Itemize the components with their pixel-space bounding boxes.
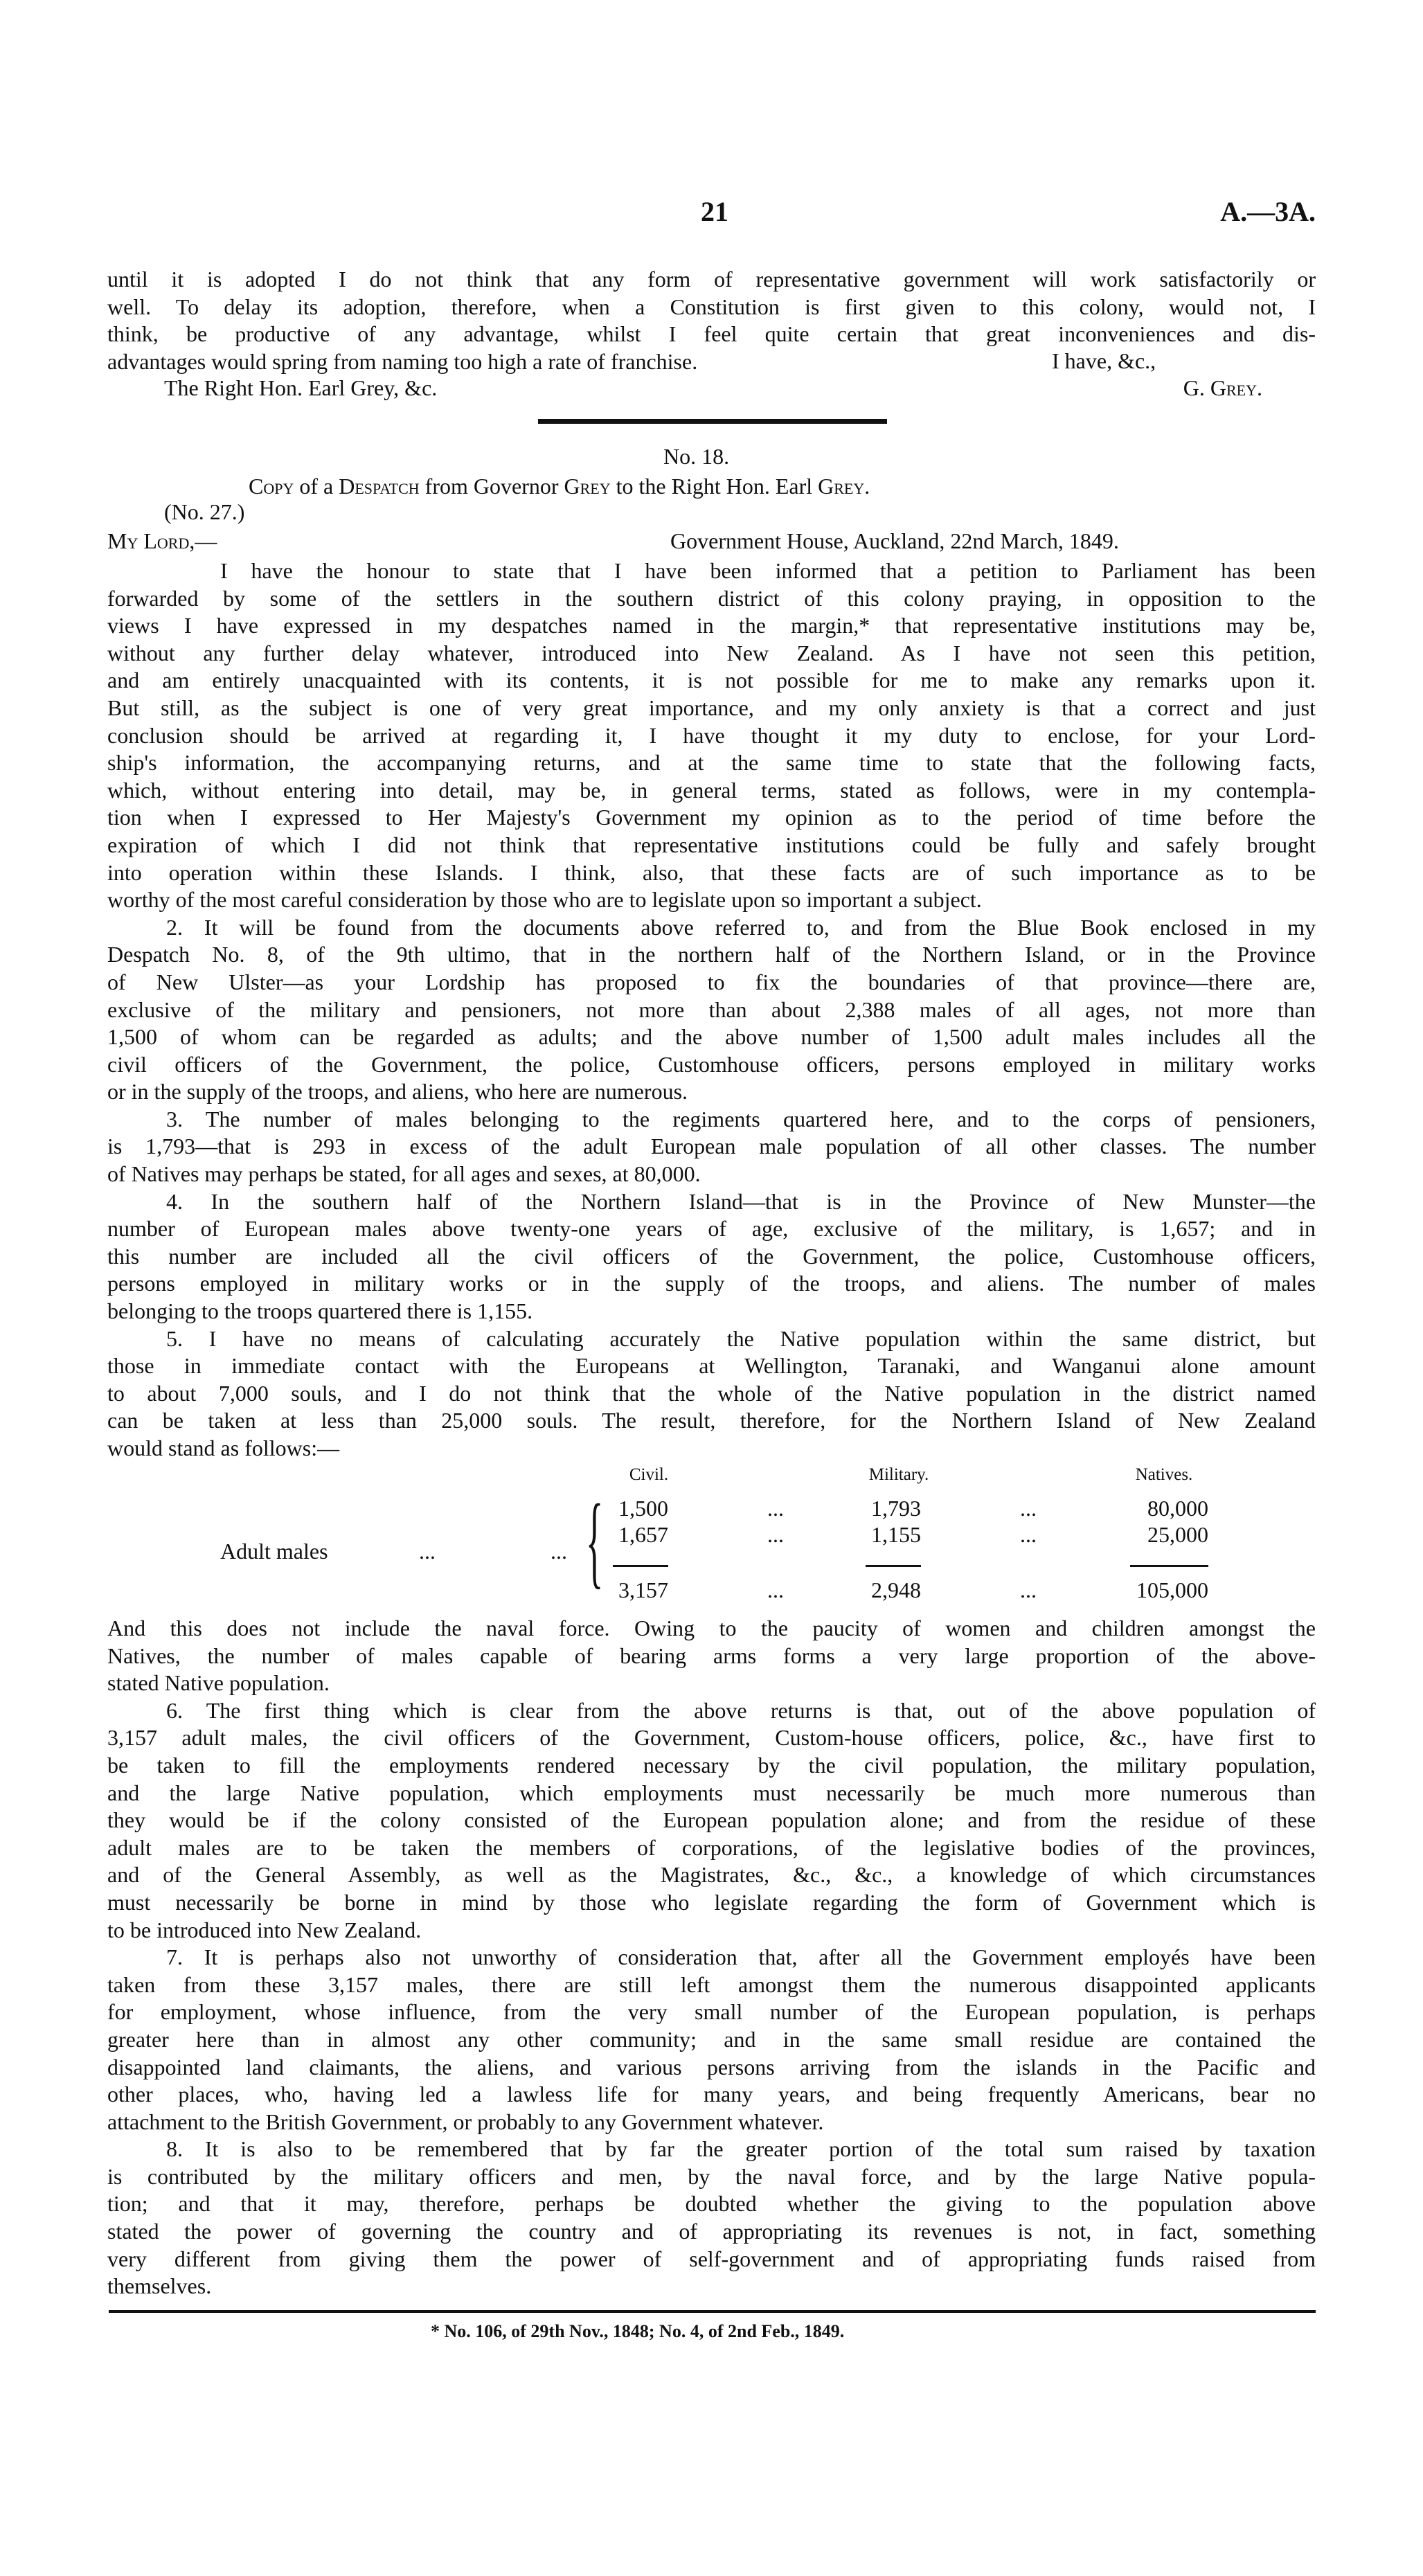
text-line: until it is adopted I do not think that any form of representative government will work satisfactorily or — [107, 267, 1316, 292]
sum-rule — [1130, 1565, 1208, 1567]
text-line: can be taken at less than 25,000 souls. The result, therefore, for the Northern Island of New Zealand — [107, 1408, 1316, 1433]
despatch-ref: (No. 27.) — [164, 499, 245, 524]
paragraph — [107, 2136, 1316, 2300]
signature-initial: G. — [1183, 375, 1205, 400]
total-natives: 105,000 — [1136, 1577, 1208, 1602]
text-line: persons employed in military works or in the supply of the troops, and aliens. The number of males — [107, 1271, 1316, 1296]
title-part: Grey — [564, 474, 611, 499]
total-military: 2,948 — [871, 1577, 921, 1602]
footnote-divider — [109, 2310, 1316, 2313]
paragraph — [107, 1106, 1316, 1188]
page-number: 21 — [701, 196, 728, 227]
title-part: of a — [294, 474, 339, 499]
text-line: forwarded by some of the settlers in the southern district of this colony praying, in opposition to the — [107, 585, 1316, 611]
text-line: which, without entering into detail, may be, in general terms, stated as follows, were in my contempla- — [107, 777, 1316, 803]
leader-dots: ... — [767, 1577, 784, 1602]
text-line: But still, as the subject is one of very great importance, and my only anxiety is that a correct and just — [107, 695, 1316, 720]
text-line: 6. The first thing which is clear from the above returns is that, out of the above population of — [166, 1697, 1316, 1723]
column-header-civil: Civil. — [629, 1465, 669, 1484]
text-line: well. To delay its adoption, therefore, when a Constitution is first given to this colony, would not, I — [107, 294, 1316, 319]
text-line: 3,157 adult males, the civil officers of the Government, Custom-house officers, police, &c., have first to — [107, 1725, 1316, 1751]
total-civil: 3,157 — [618, 1577, 668, 1602]
text-line: tion when I expressed to Her Majesty's Government my opinion as to the period of time before the — [107, 805, 1316, 830]
text-line: those in immediate contact with the Europeans at Wellington, Taranaki, and Wanganui alone amount — [107, 1353, 1316, 1379]
text-line: of Natives may perhaps be stated, for all ages and sexes, at 80,000. — [107, 1161, 701, 1187]
text-line: 7. It is perhaps also not unworthy of consideration that, after all the Government employés have been — [166, 1944, 1316, 1970]
text-line: greater here than in almost any other community; and in the same small residue are contained the — [107, 2026, 1316, 2052]
text-line: tion; and that it may, therefore, perhaps be doubted whether the giving to the population above — [107, 2191, 1316, 2217]
text-line: 8. It is also to be remembered that by far the greater portion of the total sum raised by taxation — [166, 2136, 1316, 2162]
text-line: very different from giving them the power of self-government and of appropriating funds raised from — [107, 2246, 1316, 2271]
paragraph — [107, 557, 1316, 914]
column-header-military: Military. — [868, 1465, 929, 1484]
text-line: other places, who, having led a lawless life for many years, and being frequently Americans, bear no — [107, 2082, 1316, 2107]
salutation — [107, 528, 217, 554]
text-line: 5. I have no means of calculating accurately the Native population within the same district, but — [166, 1325, 1316, 1351]
text-line: or in the supply of the troops, and aliens, who here are numerous. — [107, 1079, 688, 1104]
text-line: exclusive of the military and pensioners, not more than about 2,388 males of all ages, not more than — [107, 996, 1316, 1022]
text-line: themselves. — [107, 2273, 212, 2299]
text-line: worthy of the most careful consideration by those who are to legislate upon so important a subject. — [107, 887, 982, 913]
text-line: be taken to fill the employments rendered necessary by the civil population, the military population, — [107, 1752, 1316, 1778]
text-line: stated Native population. — [107, 1670, 330, 1696]
title-part: Grey. — [818, 474, 870, 499]
title-part: from Governor — [419, 474, 564, 499]
body-paragraphs-b — [107, 1615, 1316, 2300]
text-line: expiration of which I did not think that representative institutions could be fully and safely brought — [107, 832, 1316, 857]
text-line: adult males are to be taken the members of corporations, of the legislative bodies of the provinces, — [107, 1834, 1316, 1860]
text-line: ship's information, the accompanying returns, and at the same time to state that the following facts, — [107, 750, 1316, 776]
text-line: is contributed by the military officers and men, by the naval force, and by the large Native popula- — [107, 2163, 1316, 2189]
text-line: Despatch No. 8, of the 9th ultimo, that in the northern half of the Northern Island, or in the Province — [107, 942, 1316, 967]
sum-rule — [866, 1565, 921, 1567]
text-line: think, be productive of any advantage, whilst I feel quite certain that great inconveniences and dis- — [107, 321, 1316, 347]
cell-natives: 80,000 — [1147, 1496, 1208, 1521]
text-line: this number are included all the civil officers of the Government, the police, Customhouse officers, — [107, 1243, 1316, 1269]
text-line: conclusion should be arrived at regarding it, I have thought it my duty to enclose, for your Lord- — [107, 722, 1316, 748]
closing: I have, &c., — [1052, 348, 1156, 373]
despatch-title — [249, 474, 870, 499]
leader-dots: ... — [1020, 1577, 1037, 1602]
addressee: The Right Hon. Earl Grey, &c. — [164, 375, 438, 400]
cell-civil: 1,500 — [618, 1496, 668, 1521]
title-part: to the Right Hon. Earl — [610, 474, 818, 499]
paragraph — [107, 1325, 1316, 1463]
text-line: attachment to the British Government, or probably to any Government whatever. — [107, 2109, 824, 2134]
text-line: I have the honour to state that I have been informed that a petition to Parliament has been — [220, 558, 1316, 583]
text-line: 1,500 of whom can be regarded as adults; and the above number of 1,500 adult males includes all the — [107, 1024, 1316, 1050]
text-line: and of the General Assembly, as well as the Magistrates, &c., &c., a knowledge of which circumstances — [107, 1862, 1316, 1888]
cell-military: 1,155 — [871, 1522, 921, 1547]
text-line: 4. In the southern half of the Northern Island—that is in the Province of New Munster—the — [166, 1188, 1316, 1214]
text-line: disappointed land claimants, the aliens, and various persons arriving from the islands in the Pacific and — [107, 2054, 1316, 2079]
text-line: to be introduced into New Zealand. — [107, 1917, 422, 1942]
brace: { — [586, 1483, 604, 1598]
text-line: advantages would spring from naming too high a rate of franchise. — [107, 348, 698, 374]
text-line: and am entirely unacquainted with its contents, it is not possible for me to make any remarks upon it. — [107, 668, 1316, 693]
cell-military: 1,793 — [871, 1496, 921, 1521]
text-line: into operation within these Islands. I think, also, that these facts are of such importance as to be — [107, 859, 1316, 885]
sum-rule — [613, 1565, 668, 1567]
paragraph — [107, 1615, 1316, 1697]
text-line: must necessarily be borne in mind by those who legislate regarding the form of Government which is — [107, 1889, 1316, 1915]
paragraph — [107, 1944, 1316, 2136]
footnote: * No. 106, of 29th Nov., 1848; No. 4, of 2nd Feb., 1849. — [431, 2321, 845, 2341]
column-header-natives: Natives. — [1135, 1465, 1193, 1484]
text-line: 2. It will be found from the documents above referred to, and from the Blue Book enclosed in my — [166, 914, 1316, 940]
row-label: Adult males — [220, 1539, 328, 1564]
leader-dots: ... — [1020, 1522, 1037, 1547]
text-line: civil officers of the Government, the police, Customhouse officers, persons employed in military works — [107, 1051, 1316, 1077]
salutation-lord: Lord,— — [143, 528, 217, 553]
paragraph — [107, 914, 1316, 1106]
text-line: of New Ulster—as your Lordship has proposed to fix the boundaries of that province—there are, — [107, 969, 1316, 994]
leader-dots: ... — [551, 1539, 567, 1564]
text-line: is 1,793—that is 293 in excess of the adult European male population of all other classes. The number — [107, 1134, 1316, 1159]
leader-dots: ... — [419, 1539, 436, 1564]
document-reference: A.—3A. — [1220, 196, 1316, 227]
text-line: to about 7,000 souls, and I do not think that the whole of the Native population in the district named — [107, 1380, 1316, 1406]
cell-natives: 25,000 — [1147, 1522, 1208, 1547]
text-line: 3. The number of males belonging to the regiments quartered here, and to the corps of pensioners, — [166, 1106, 1316, 1132]
leader-dots: ... — [1020, 1496, 1037, 1521]
leader-dots: ... — [767, 1496, 784, 1521]
text-line: And this does not include the naval force. Owing to the paucity of women and children amongst the — [107, 1616, 1316, 1640]
text-line: views I have expressed in my despatches named in the margin,* that representative institutions may be, — [107, 613, 1316, 638]
text-line: number of European males above twenty-one years of age, exclusive of the military, is 1,657; and in — [107, 1216, 1316, 1242]
text-line: for employment, whose influence, from the very small number of the European population, is perhaps — [107, 1999, 1316, 2025]
text-line: Natives, the number of males capable of bearing arms forms a very large proportion of the above- — [107, 1643, 1316, 1668]
text-line: and the large Native population, which employments must necessarily be much more numerous than — [107, 1780, 1316, 1805]
leader-dots: ... — [767, 1522, 784, 1547]
paragraph — [107, 1188, 1316, 1325]
signature-name: Grey. — [1210, 375, 1262, 400]
cell-civil: 1,657 — [618, 1522, 668, 1547]
title-part: Despatch — [339, 474, 420, 499]
salutation-my: My — [107, 528, 138, 553]
text-line: taken from these 3,157 males, there are still left amongst them the numerous disappointed applicants — [107, 1971, 1316, 1997]
paragraph — [107, 1697, 1316, 1944]
text-line: stated the power of governing the country and of appropriating its revenues is not, in fact, something — [107, 2219, 1316, 2244]
text-line: without any further delay whatever, introduced into New Zealand. As I have not seen this petition, — [107, 640, 1316, 665]
text-line: would stand as follows:— — [107, 1435, 340, 1460]
text-line: belonging to the troops quartered there is 1,155. — [107, 1298, 533, 1324]
text-line: they would be if the colony consisted of the European population alone; and from the residue of these — [107, 1807, 1316, 1833]
signature — [1183, 375, 1262, 401]
despatch-number: No. 18. — [663, 444, 730, 469]
body-paragraphs-a — [107, 557, 1316, 1463]
title-part: Copy — [249, 474, 294, 499]
section-divider — [538, 419, 887, 424]
dateline: Government House, Auckland, 22nd March, 1849. — [670, 528, 1119, 553]
